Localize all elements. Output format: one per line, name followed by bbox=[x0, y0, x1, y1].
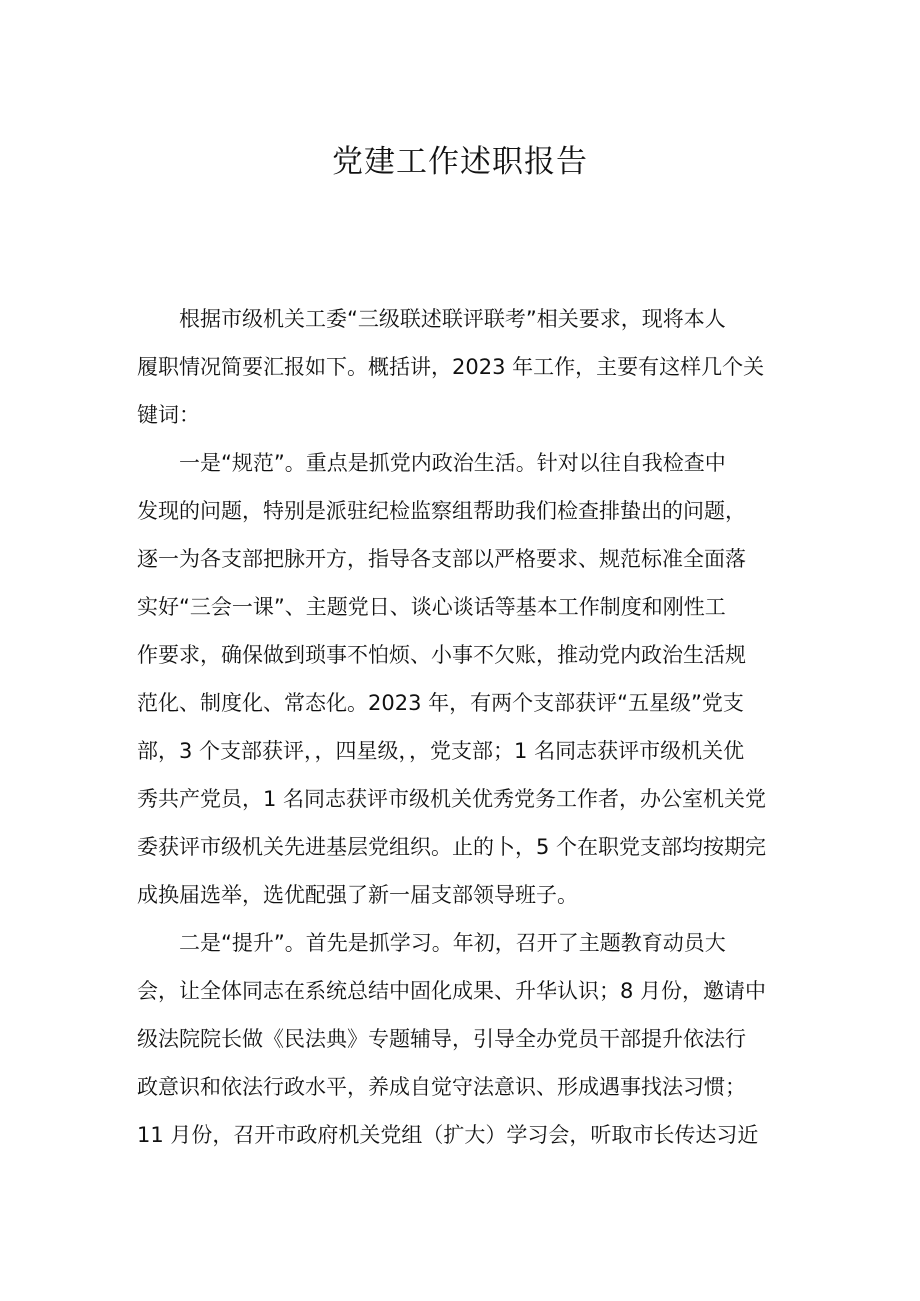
document-body bbox=[137, 295, 785, 1159]
paragraph-line: 逐一为各支部把脉开方，指导各支部以严格要求、规范标准全面落 bbox=[137, 547, 746, 571]
paragraph-line: 政意识和依法行政水平，养成自觉守法意识、形成遇事找法习惯； bbox=[137, 1075, 746, 1099]
paragraph-line: 一是“规范”。重点是抓党内政治生活。针对以往自我检查中 bbox=[179, 451, 726, 475]
paragraph-line: 级法院院长做《民法典》专题辅导，引导全办党员干部提升依法行 bbox=[137, 1027, 746, 1051]
paragraph-line: 秀共产党员，1 名同志获评市级机关优秀党务工作者，办公室机关党 bbox=[137, 787, 767, 811]
paragraph-line: 根据市级机关工委“三级联述联评联考”相关要求，现将本人 bbox=[179, 307, 726, 331]
paragraph-line: 作要求，确保做到琐事不怕烦、小事不欠账，推动党内政治生活规 bbox=[137, 643, 746, 667]
paragraph-line: 履职情况简要汇报如下。概括讲，2023 年工作，主要有这样几个关 bbox=[137, 355, 765, 379]
paragraph-line: 发现的问题，特别是派驻纪检监察组帮助我们检查排蛰出的问题， bbox=[137, 499, 746, 523]
paragraph-line: 部，3 个支部获评，，四星级，，党支部；1 名同志获评市级机关优 bbox=[137, 739, 745, 763]
paragraph-line: 委获评市级机关先进基层党组织。止的卜，5 个在职党支部均按期完 bbox=[137, 835, 767, 859]
paragraph-line: 11 月份，召开市政府机关党组（扩大）学习会，听取市长传达习近 bbox=[137, 1123, 759, 1147]
paragraph-line: 成换届选举，选优配强了新一届支部领导班子。 bbox=[137, 883, 578, 907]
paragraph-line: 二是“提升”。首先是抓学习。年初，召开了主题教育动员大 bbox=[179, 931, 726, 955]
paragraph-line: 范化、制度化、常态化。2023 年，有两个支部获评“五星级”党支 bbox=[137, 691, 744, 715]
paragraph-line: 实好“三会一课”、主题党日、谈心谈话等基本工作制度和刚性工 bbox=[137, 595, 726, 619]
document-title: 党建工作述职报告 bbox=[332, 144, 588, 180]
paragraph-line: 键词： bbox=[137, 403, 200, 427]
paragraph-line: 会，让全体同志在系统总结中固化成果、升华认识；8 月份，邀请中 bbox=[137, 979, 767, 1003]
